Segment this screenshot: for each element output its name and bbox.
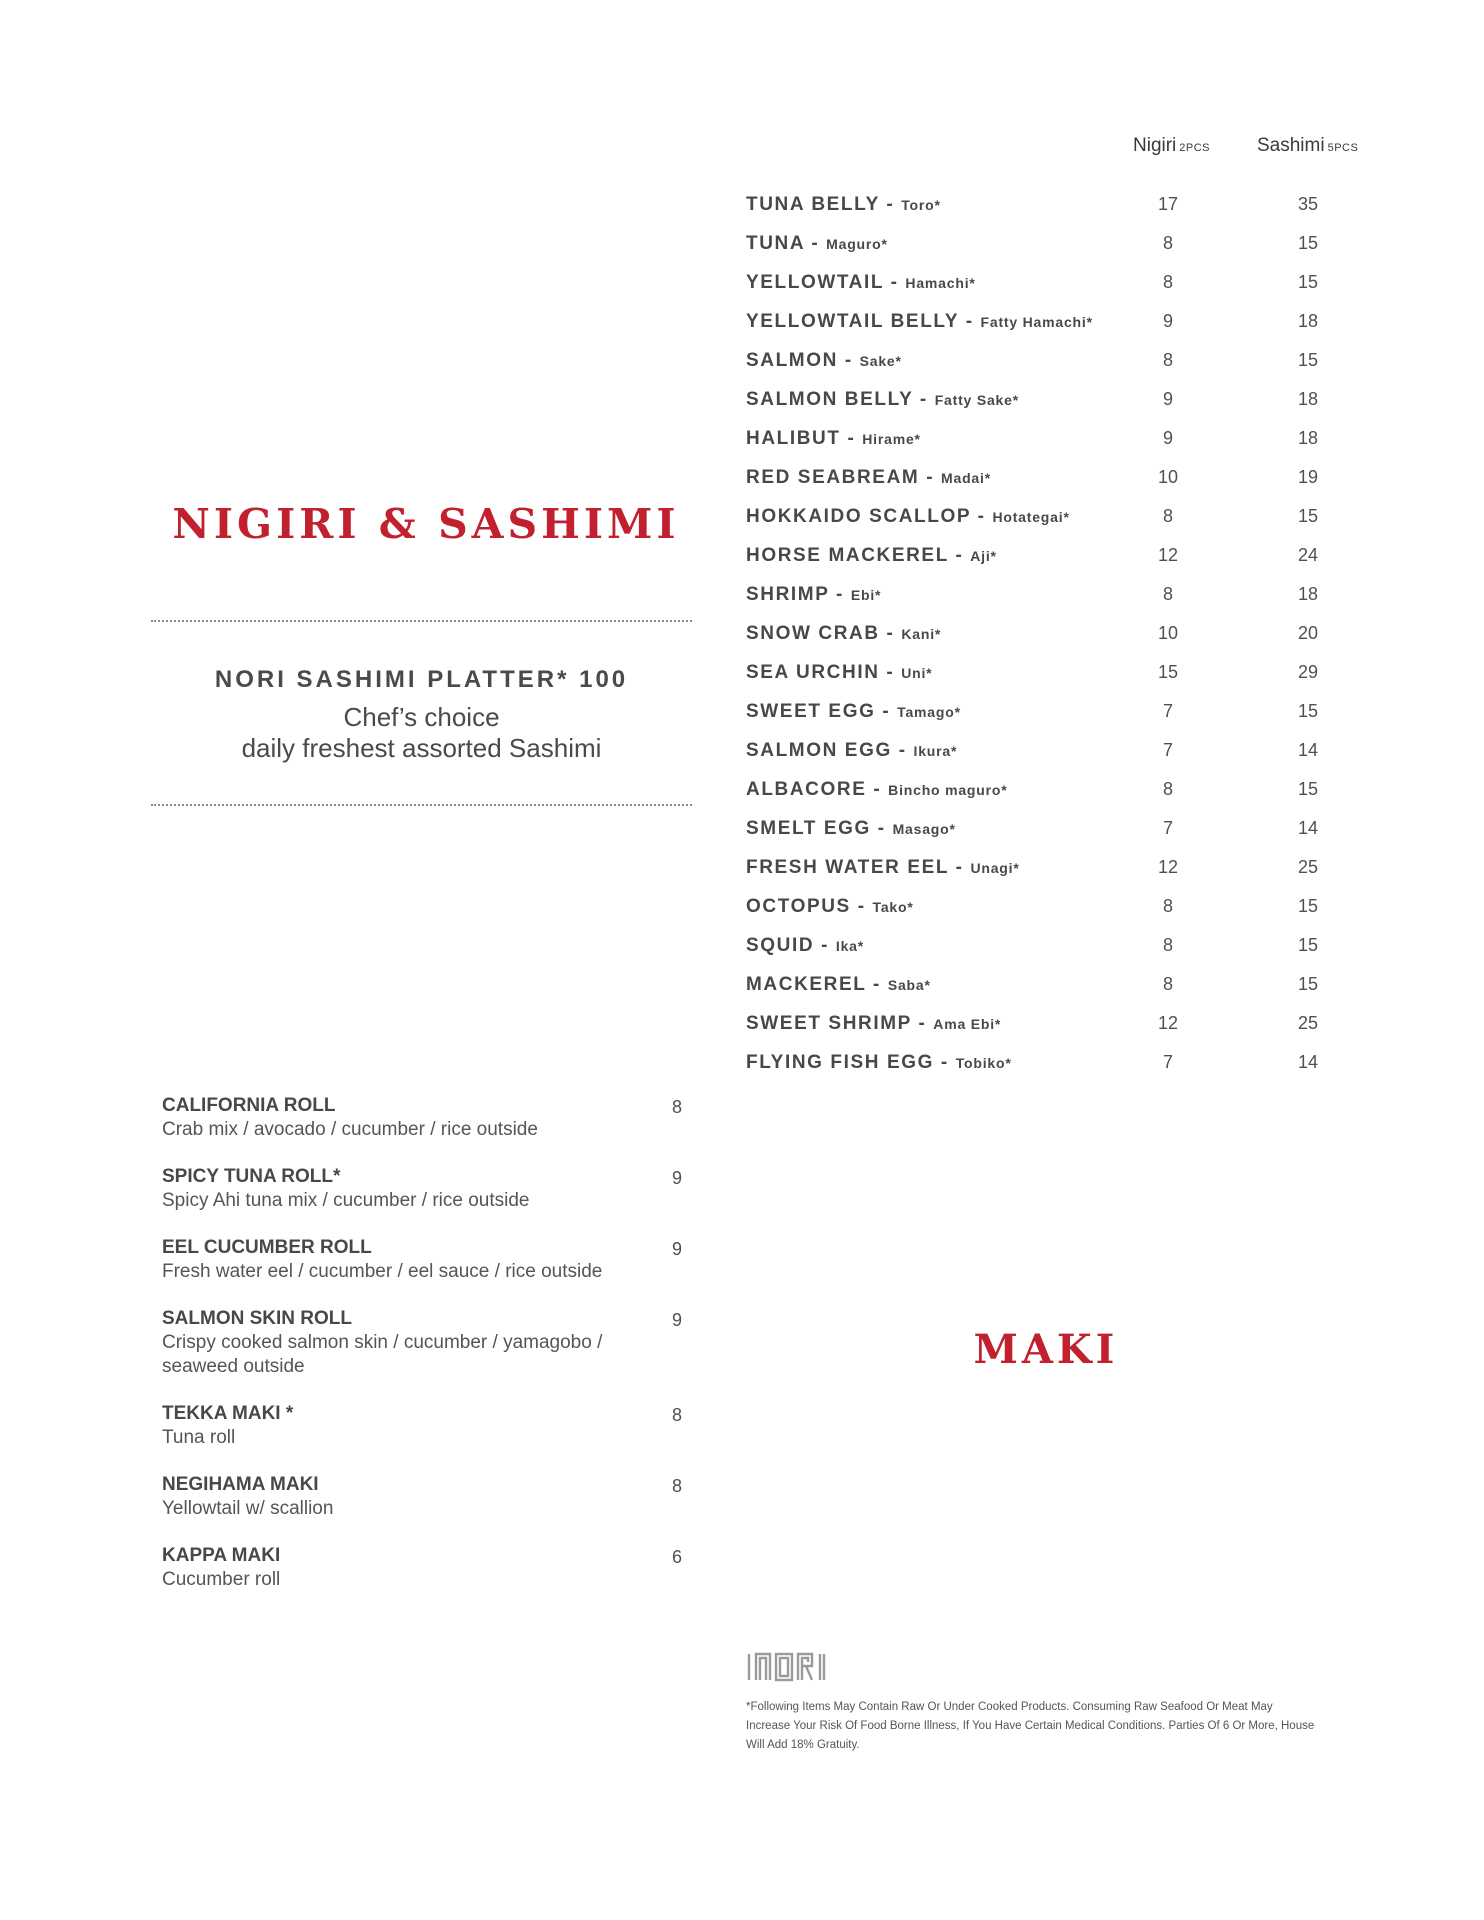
disclaimer-text: *Following Items May Contain Raw Or Under Cooked Products. Consuming Raw Seafood Or Meat May Increase Your Risk Of Food Borne Illness, If You Have Certain Medical Conditions. Parties Of 6 Or More, House Will Add 18% Gratuity. bbox=[746, 1701, 1315, 1751]
maki-item-price: 9 bbox=[672, 1239, 683, 1259]
menu-item-row bbox=[746, 424, 1386, 463]
item-name: OCTOPUS bbox=[746, 896, 851, 917]
item-separator: - bbox=[891, 740, 914, 761]
item-separator: - bbox=[934, 1052, 956, 1073]
item-separator: - bbox=[840, 428, 863, 449]
item-japanese-name: Sake* bbox=[859, 353, 902, 369]
nigiri-price: 9 bbox=[1162, 311, 1173, 331]
item-name-group bbox=[746, 584, 881, 606]
item-name: MACKEREL bbox=[746, 974, 867, 995]
nigiri-price: 8 bbox=[1162, 272, 1173, 292]
nigiri-header-unit: 2PCS bbox=[1179, 142, 1211, 154]
sashimi-price: 15 bbox=[1297, 272, 1319, 292]
item-separator: - bbox=[913, 389, 935, 410]
nigiri-price: 10 bbox=[1157, 623, 1179, 643]
nigiri-sashimi-list bbox=[746, 190, 1386, 1087]
maki-item-description: Tuna roll bbox=[162, 1427, 236, 1448]
divider-bottom bbox=[151, 804, 692, 806]
menu-item-row bbox=[746, 346, 1386, 385]
platter-desc-line2: daily freshest assorted Sashimi bbox=[241, 733, 602, 763]
item-japanese-name: Bincho maguro* bbox=[888, 782, 1008, 798]
item-name-group bbox=[746, 389, 1019, 411]
maki-item-price: 9 bbox=[672, 1310, 683, 1330]
item-japanese-name: Ebi* bbox=[850, 587, 882, 603]
sashimi-price: 15 bbox=[1297, 974, 1319, 994]
maki-item-description: Yellowtail w/ scallion bbox=[162, 1498, 334, 1519]
item-name: RED SEABREAM bbox=[746, 467, 920, 488]
nigiri-header-label: Nigiri bbox=[1133, 135, 1177, 156]
item-name-group bbox=[746, 662, 932, 684]
maki-item-price: 9 bbox=[672, 1168, 683, 1188]
menu-item-row bbox=[746, 970, 1386, 1009]
menu-item-row bbox=[746, 892, 1386, 931]
menu-item-row bbox=[746, 1048, 1386, 1087]
sashimi-price: 29 bbox=[1297, 662, 1319, 682]
nigiri-price: 8 bbox=[1162, 506, 1173, 526]
nigiri-price: 7 bbox=[1162, 740, 1173, 760]
item-name-group bbox=[746, 740, 957, 762]
item-name-group bbox=[746, 896, 914, 918]
maki-item bbox=[162, 1095, 702, 1142]
nigiri-price: 7 bbox=[1162, 1052, 1173, 1072]
item-japanese-name: Unagi* bbox=[970, 860, 1020, 876]
maki-item bbox=[162, 1166, 702, 1213]
item-japanese-name: Kani* bbox=[901, 626, 942, 642]
menu-item-row bbox=[746, 502, 1386, 541]
item-name-group bbox=[746, 935, 864, 957]
maki-item bbox=[162, 1237, 702, 1284]
maki-item-price: 8 bbox=[672, 1476, 683, 1496]
menu-item-row bbox=[746, 229, 1386, 268]
sashimi-price: 35 bbox=[1297, 194, 1319, 214]
item-separator: - bbox=[911, 1013, 934, 1034]
sashimi-price: 15 bbox=[1297, 350, 1319, 370]
item-separator: - bbox=[879, 623, 902, 644]
sashimi-price: 15 bbox=[1297, 233, 1319, 253]
item-name-group bbox=[746, 272, 976, 294]
sashimi-price: 15 bbox=[1297, 701, 1319, 721]
maki-item-description: Crispy cooked salmon skin / cucumber / yamagobo / seaweed outside bbox=[162, 1332, 603, 1377]
menu-item-row bbox=[746, 1009, 1386, 1048]
nigiri-column-header bbox=[1133, 135, 1210, 157]
sashimi-price: 15 bbox=[1297, 935, 1319, 955]
item-name-group bbox=[746, 701, 961, 723]
item-name: FRESH WATER EEL bbox=[746, 857, 949, 878]
item-name-group bbox=[746, 779, 1007, 801]
menu-item-row bbox=[746, 853, 1386, 892]
item-name: SWEET SHRIMP bbox=[746, 1013, 912, 1034]
nigiri-price: 17 bbox=[1157, 194, 1179, 214]
item-japanese-name: Fatty Sake* bbox=[934, 392, 1019, 408]
item-japanese-name: Tako* bbox=[872, 899, 914, 915]
nigiri-price: 8 bbox=[1162, 350, 1173, 370]
nigiri-price: 9 bbox=[1162, 428, 1173, 448]
sashimi-price: 14 bbox=[1297, 740, 1319, 760]
nigiri-price: 8 bbox=[1162, 584, 1173, 604]
item-name-group bbox=[746, 311, 1093, 333]
section-title-maki: MAKI bbox=[973, 1326, 1119, 1373]
item-separator: - bbox=[875, 701, 898, 722]
maki-item-description: Crab mix / avocado / cucumber / rice outside bbox=[162, 1119, 538, 1140]
item-name-group bbox=[746, 545, 997, 567]
maki-item-description: Spicy Ahi tuna mix / cucumber / rice outside bbox=[162, 1190, 530, 1211]
menu-item-row bbox=[746, 268, 1386, 307]
item-name: SWEET EGG bbox=[746, 701, 876, 722]
item-name-group bbox=[746, 974, 931, 996]
sashimi-price: 15 bbox=[1297, 779, 1319, 799]
sashimi-price: 18 bbox=[1297, 311, 1319, 331]
nigiri-price: 10 bbox=[1157, 467, 1179, 487]
item-separator: - bbox=[879, 662, 902, 683]
item-name: SALMON bbox=[746, 350, 838, 371]
nori-logo bbox=[746, 1650, 836, 1687]
item-japanese-name: Ika* bbox=[835, 938, 864, 954]
item-name: FLYING FISH EGG bbox=[746, 1052, 934, 1073]
nigiri-price: 7 bbox=[1162, 701, 1173, 721]
maki-list bbox=[162, 1095, 702, 1616]
sashimi-price: 15 bbox=[1297, 506, 1319, 526]
menu-item-row bbox=[746, 580, 1386, 619]
item-separator: - bbox=[883, 272, 906, 293]
item-japanese-name: Saba* bbox=[887, 977, 931, 993]
item-separator: - bbox=[879, 194, 902, 215]
item-name: SEA URCHIN bbox=[746, 662, 880, 683]
item-name-group bbox=[746, 857, 1020, 879]
item-separator: - bbox=[948, 857, 971, 878]
item-name: HORSE MACKEREL bbox=[746, 545, 949, 566]
item-japanese-name: Tamago* bbox=[897, 704, 961, 720]
maki-item bbox=[162, 1545, 702, 1592]
menu-item-row bbox=[746, 385, 1386, 424]
item-separator: - bbox=[804, 233, 827, 254]
maki-item-name: SPICY TUNA ROLL* bbox=[162, 1166, 341, 1187]
item-japanese-name: Hotategai* bbox=[992, 509, 1070, 525]
sashimi-price: 25 bbox=[1297, 857, 1319, 877]
sashimi-price: 14 bbox=[1297, 1052, 1319, 1072]
item-separator: - bbox=[948, 545, 971, 566]
item-separator: - bbox=[866, 779, 889, 800]
item-separator: - bbox=[970, 506, 993, 527]
nigiri-price: 12 bbox=[1157, 857, 1179, 877]
sashimi-price: 20 bbox=[1297, 623, 1319, 643]
platter-desc-line1: Chef’s choice bbox=[343, 702, 500, 732]
sashimi-price: 18 bbox=[1297, 584, 1319, 604]
platter-title: NORI SASHIMI PLATTER* 100 bbox=[214, 666, 629, 693]
item-name-group bbox=[746, 506, 1070, 528]
sashimi-header-label: Sashimi bbox=[1257, 135, 1325, 156]
nigiri-price: 12 bbox=[1157, 1013, 1179, 1033]
sashimi-price: 18 bbox=[1297, 428, 1319, 448]
item-separator: - bbox=[866, 974, 888, 995]
item-name: YELLOWTAIL bbox=[746, 272, 884, 293]
item-name: TUNA bbox=[746, 233, 805, 254]
maki-item-description: Cucumber roll bbox=[162, 1569, 281, 1590]
item-name-group bbox=[746, 623, 941, 645]
item-name-group bbox=[746, 1052, 1012, 1074]
maki-item bbox=[162, 1308, 702, 1379]
nigiri-price: 8 bbox=[1162, 935, 1173, 955]
maki-item-name: CALIFORNIA ROLL bbox=[162, 1095, 336, 1116]
maki-item-name: TEKKA MAKI * bbox=[162, 1403, 294, 1424]
section-title-nigiri-sashimi: NIGIRI & SASHIMI bbox=[172, 500, 680, 548]
item-japanese-name: Aji* bbox=[970, 548, 997, 564]
item-japanese-name: Toro* bbox=[901, 197, 941, 213]
maki-item-price: 8 bbox=[672, 1405, 683, 1425]
item-separator: - bbox=[870, 818, 893, 839]
maki-item bbox=[162, 1474, 702, 1521]
nigiri-price: 15 bbox=[1157, 662, 1179, 682]
sashimi-price: 14 bbox=[1297, 818, 1319, 838]
item-japanese-name: Madai* bbox=[941, 470, 991, 486]
item-japanese-name: Ama Ebi* bbox=[933, 1016, 1002, 1032]
maki-item-name: NEGIHAMA MAKI bbox=[162, 1474, 319, 1495]
item-japanese-name: Uni* bbox=[901, 665, 933, 681]
nigiri-price: 8 bbox=[1162, 779, 1173, 799]
menu-item-row bbox=[746, 736, 1386, 775]
item-name-group bbox=[746, 194, 941, 216]
menu-item-row bbox=[746, 190, 1386, 229]
item-name: SHRIMP bbox=[746, 584, 830, 605]
item-name-group bbox=[746, 1013, 1001, 1035]
nigiri-price: 9 bbox=[1162, 389, 1173, 409]
item-japanese-name: Tobiko* bbox=[955, 1055, 1012, 1071]
sashimi-header-unit: 5PCS bbox=[1327, 142, 1359, 154]
item-separator: - bbox=[814, 935, 836, 956]
sashimi-price: 25 bbox=[1297, 1013, 1319, 1033]
nigiri-price: 8 bbox=[1162, 896, 1173, 916]
sashimi-price: 19 bbox=[1297, 467, 1319, 487]
maki-item-price: 8 bbox=[672, 1097, 683, 1117]
menu-item-row bbox=[746, 619, 1386, 658]
item-name-group bbox=[746, 428, 921, 450]
menu-item-row bbox=[746, 814, 1386, 853]
item-separator: - bbox=[829, 584, 851, 605]
item-name: SNOW CRAB bbox=[746, 623, 880, 644]
item-name: SALMON EGG bbox=[746, 740, 892, 761]
item-separator: - bbox=[958, 311, 981, 332]
item-name: HALIBUT bbox=[746, 428, 841, 449]
item-name: YELLOWTAIL BELLY bbox=[746, 311, 959, 332]
item-separator: - bbox=[850, 896, 873, 917]
maki-item-description: Fresh water eel / cucumber / eel sauce / rice outside bbox=[162, 1261, 603, 1282]
menu-item-row bbox=[746, 697, 1386, 736]
item-name-group bbox=[746, 233, 888, 255]
maki-item-name: EEL CUCUMBER ROLL bbox=[162, 1237, 372, 1258]
item-name: TUNA BELLY bbox=[746, 194, 880, 215]
menu-item-row bbox=[746, 307, 1386, 346]
nigiri-price: 8 bbox=[1162, 233, 1173, 253]
nigiri-price: 7 bbox=[1162, 818, 1173, 838]
item-japanese-name: Hirame* bbox=[862, 431, 921, 447]
item-separator: - bbox=[919, 467, 942, 488]
item-name-group bbox=[746, 818, 956, 840]
item-name: SQUID bbox=[746, 935, 815, 956]
sashimi-price: 18 bbox=[1297, 389, 1319, 409]
item-name-group bbox=[746, 350, 902, 372]
sashimi-price: 15 bbox=[1297, 896, 1319, 916]
item-name: SALMON BELLY bbox=[746, 389, 913, 410]
item-japanese-name: Maguro* bbox=[826, 236, 888, 252]
maki-item-price: 6 bbox=[672, 1547, 683, 1567]
maki-item bbox=[162, 1403, 702, 1450]
item-name-group bbox=[746, 467, 991, 489]
menu-item-row bbox=[746, 463, 1386, 502]
item-name: ALBACORE bbox=[746, 779, 867, 800]
divider-top bbox=[151, 620, 692, 622]
item-name: SMELT EGG bbox=[746, 818, 871, 839]
item-japanese-name: Ikura* bbox=[913, 743, 958, 759]
item-separator: - bbox=[837, 350, 860, 371]
item-name: HOKKAIDO SCALLOP bbox=[746, 506, 971, 527]
item-japanese-name: Masago* bbox=[892, 821, 956, 837]
item-japanese-name: Fatty Hamachi* bbox=[980, 314, 1093, 330]
menu-item-row bbox=[746, 931, 1386, 970]
nigiri-price: 12 bbox=[1157, 545, 1179, 565]
nori-logo-mark bbox=[746, 1650, 836, 1682]
nigiri-price: 8 bbox=[1162, 974, 1173, 994]
menu-item-row bbox=[746, 658, 1386, 697]
maki-item-name: SALMON SKIN ROLL bbox=[162, 1308, 352, 1329]
sashimi-column-header bbox=[1257, 135, 1358, 157]
item-japanese-name: Hamachi* bbox=[905, 275, 976, 291]
sashimi-price: 24 bbox=[1297, 545, 1319, 565]
menu-item-row bbox=[746, 775, 1386, 814]
menu-item-row bbox=[746, 541, 1386, 580]
maki-item-name: KAPPA MAKI bbox=[162, 1545, 281, 1566]
